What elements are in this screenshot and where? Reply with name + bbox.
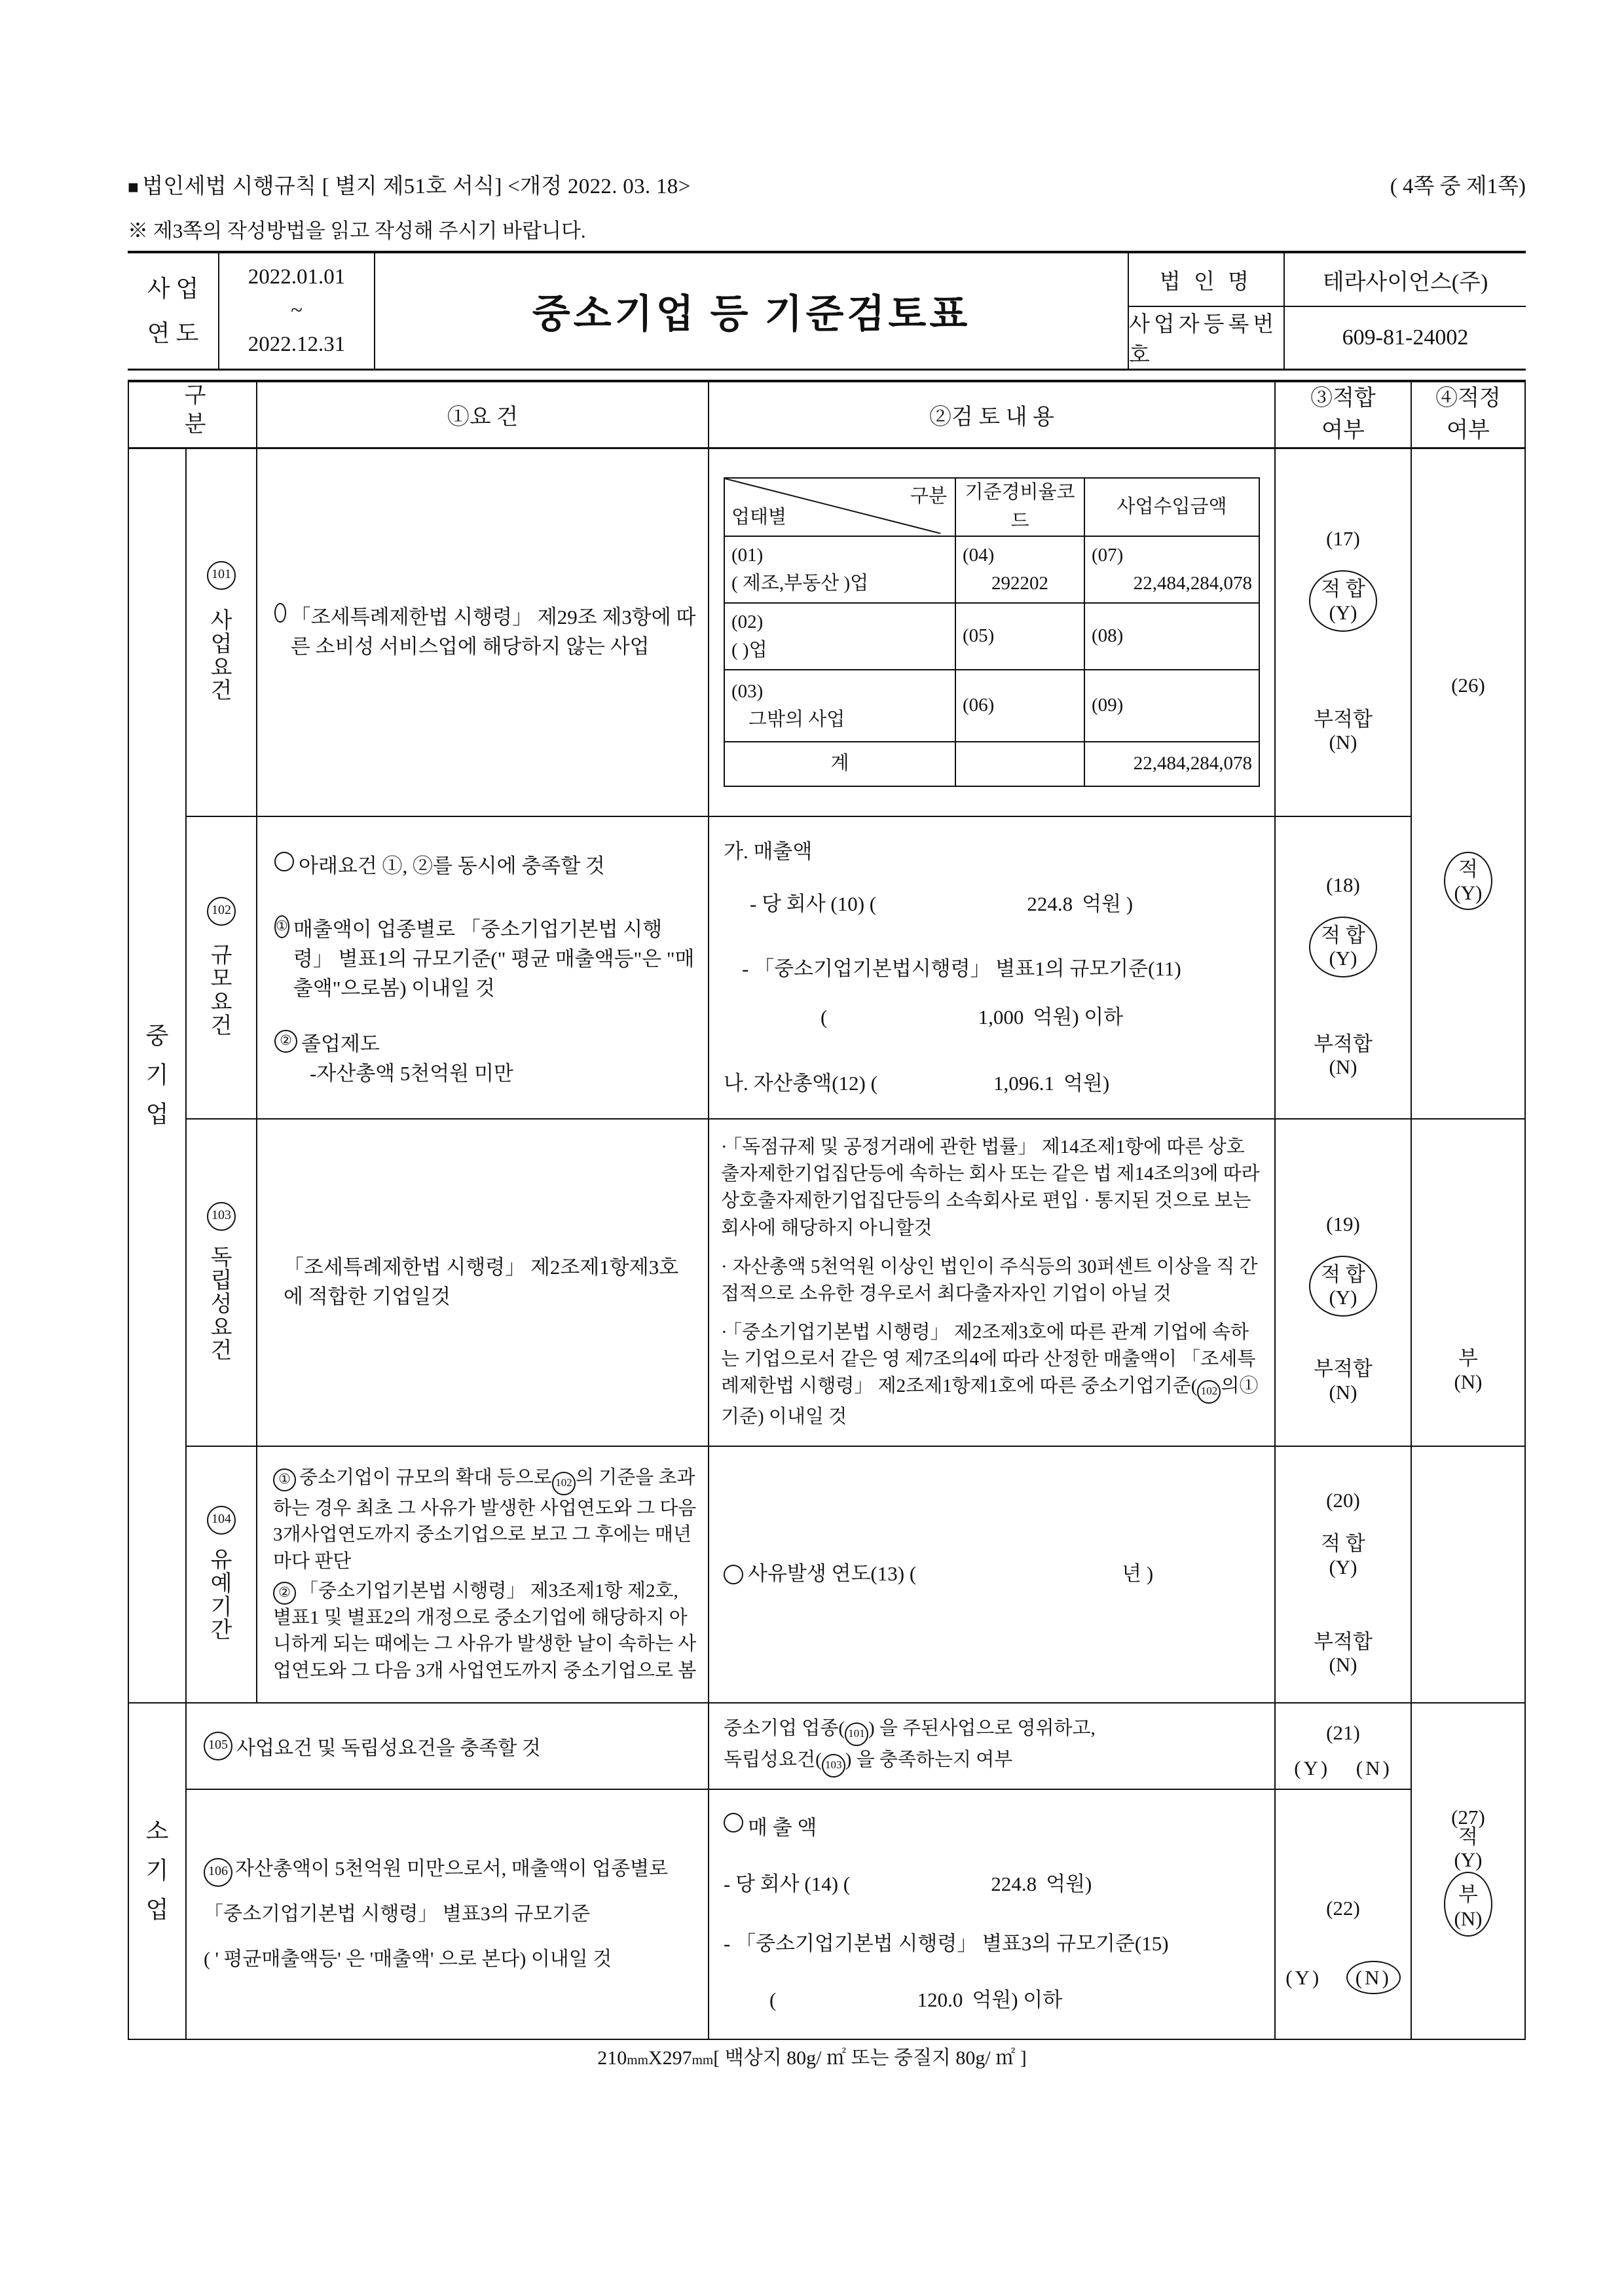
- row-no-101: 101 사 업 요 건: [186, 448, 257, 816]
- cell-no-02: (02): [731, 611, 764, 632]
- row-no-104: 104 유 예 기 간: [186, 1446, 257, 1703]
- biz-no-row: [1129, 307, 1526, 369]
- subtable-row-03: [724, 670, 1259, 742]
- fit-option-yes-17[interactable]: [1309, 570, 1377, 631]
- number-1-icon: ①: [274, 915, 289, 938]
- ref-103-icon: 103: [822, 1754, 845, 1777]
- circled-selection: [1346, 1961, 1401, 1995]
- requirement-cell-102: [257, 816, 709, 1120]
- grace-req-1: ① 중소기업이 규모의 확대 등으로 102 의 기준을 초과하는 경우 최초 그 사유가 발생한 사업연도와 그 다음 3개사업연도까지 중소기업으로 보고 그 후에는 매년마다 판단: [273, 1467, 697, 1573]
- dot-bullet-icon: ·: [721, 1137, 728, 1158]
- requirement-cell-105: [186, 1703, 709, 1789]
- fit-option-yes-19[interactable]: [1309, 1256, 1377, 1317]
- total-amount: 22,484,284,078: [1084, 742, 1259, 786]
- fit-cell-22[interactable]: [1275, 1789, 1411, 2039]
- ok-option-yes-27[interactable]: 적 (Y): [1454, 1825, 1483, 1872]
- ref-102-icon: 102: [552, 1472, 576, 1495]
- cell-name-02: ( )업: [731, 640, 767, 661]
- ok-cell-26[interactable]: [1411, 448, 1525, 1119]
- fit-option-yes-20[interactable]: 적 합 (Y): [1321, 1532, 1365, 1578]
- fit-code-17: (17): [1326, 527, 1360, 551]
- form-code-text: 법인세법 시행규칙 [ 별지 제51호 서식] <개정 2022. 03. 18>: [142, 175, 691, 198]
- page-title: 중소기업 등 기준검토표: [375, 253, 1129, 369]
- review-a-label: 가. 매출액: [724, 839, 813, 863]
- item-no-104: 104: [207, 1506, 236, 1535]
- total-label: 계: [724, 742, 955, 786]
- period-label-line2: 연 도: [147, 320, 199, 346]
- fit-code-20: (20): [1326, 1489, 1360, 1512]
- review-cell-102: [709, 816, 1275, 1120]
- requirement-cell-106: [186, 1789, 709, 2039]
- group-label-medium: 중 기 업: [128, 448, 186, 1703]
- item-no-105: 105: [204, 1732, 232, 1760]
- independence-bullet-2: · 자산총액 5천억원 이상인 법인이 주식등의 30퍼센트 이상을 직 간접적으로 소유한 경우로서 최다출자자인 기업이 아닐 것: [721, 1256, 1258, 1304]
- option-y[interactable]: (Y): [1294, 1756, 1331, 1779]
- small-review-2-label: - 「중소기업기본법 시행령」 별표3의 규모기준(15): [724, 1931, 1169, 1955]
- corp-info: [1129, 253, 1526, 369]
- biz-no-label: 사업자등록번호: [1129, 307, 1285, 369]
- fit-cell-19[interactable]: [1275, 1119, 1411, 1446]
- fit-cell-18[interactable]: [1275, 816, 1411, 1120]
- ref-101-icon: 101: [845, 1722, 868, 1746]
- table-row-small-scale-requirement: [128, 1789, 1525, 2039]
- subtable-header-code: 기준경비율코드: [955, 478, 1084, 536]
- subtable-row-02: [724, 603, 1259, 670]
- ok-cell-27[interactable]: [1411, 1703, 1525, 2039]
- ok-option-no-27[interactable]: [1444, 1872, 1492, 1937]
- footer-note: 210mmX297mm[ 백상지 80g/ ㎡ 또는 중질지 80g/ ㎡ ]: [597, 2047, 1027, 2069]
- item-no-102: 102: [207, 897, 236, 926]
- income-subtable-header: [724, 478, 1259, 536]
- small-req-line-1: 106 자산총액이 5천억원 미만으로서, 매출액이 업종별로: [204, 1846, 696, 1891]
- table-row-independence-requirement: [128, 1119, 1525, 1446]
- number-2-icon: ②: [274, 1030, 297, 1053]
- circled-selection: 적 합 (Y): [1309, 570, 1377, 631]
- row-no-103: 103 독 립 성 요 건: [186, 1119, 257, 1446]
- cell-no-01: (01): [731, 544, 764, 566]
- table-row-grace-period: [128, 1446, 1525, 1703]
- subtable-corner: 구분 업태별: [724, 478, 955, 536]
- cell-amtno-09: (09): [1092, 695, 1124, 716]
- circle-bullet-icon: [724, 1565, 743, 1584]
- fit-option-no-17[interactable]: 부적합 (N): [1314, 707, 1373, 754]
- ok-code-27: (27): [1451, 1805, 1485, 1829]
- dot-bullet-icon: ·: [721, 1256, 728, 1277]
- scale-req-2: ② 졸업제도: [274, 1030, 696, 1059]
- corp-name-label: 법 인 명: [1129, 253, 1285, 306]
- corp-name-value: 테라사이언스(주): [1322, 270, 1488, 295]
- fit-cell-20[interactable]: [1275, 1446, 1411, 1703]
- review-b: 나. 자산총액(12) ( 1,096.1 억원): [724, 1068, 1260, 1099]
- requirement-cell-104: [257, 1446, 709, 1703]
- value-14: 224.8: [991, 1872, 1037, 1896]
- value-12: 1,096.1: [993, 1071, 1054, 1095]
- number-1-icon: ①: [273, 1468, 296, 1491]
- form-code: [128, 169, 691, 200]
- table-row-small-business-requirement: [128, 1703, 1525, 1789]
- circle-bullet-icon: [274, 603, 286, 623]
- cell-amt-07: 22,484,284,078: [1133, 573, 1252, 594]
- review-cell-106: [709, 1789, 1275, 2039]
- fit-yn-22[interactable]: [1285, 1961, 1401, 1995]
- review-a1: - 당 회사 (10) ( 224.8 억원 ): [724, 889, 1260, 920]
- cell-no-03: (03): [731, 680, 764, 702]
- circled-selection: 적 (Y): [1444, 852, 1492, 910]
- scale-req-2-sub: -자산총액 5천억원 미만: [310, 1061, 513, 1085]
- fit-option-no-19[interactable]: 부적합 (N): [1314, 1357, 1373, 1404]
- col-header-review: ②검 토 내 용: [709, 381, 1275, 448]
- ok-option-yes-26[interactable]: [1444, 852, 1492, 910]
- circle-bullet-icon: [274, 852, 294, 871]
- fit-cell-17[interactable]: [1275, 448, 1411, 816]
- period-label: [128, 253, 219, 369]
- circled-selection: 적 합 (Y): [1309, 917, 1377, 977]
- small-review-1: - 당 회사 (14) ( 224.8 억원): [724, 1869, 1260, 1900]
- requirement-cell-103: [257, 1119, 709, 1446]
- small-review-line-2: 독립성요건( 103 ) 을 충족하는지 여부: [724, 1746, 1260, 1777]
- review-a2: ( 1,000 억원) 이하: [724, 1002, 1260, 1033]
- col-header-requirement: ①요 건: [257, 381, 709, 448]
- option-n[interactable]: (N): [1355, 1965, 1392, 1989]
- cell-amtno-08: (08): [1092, 625, 1124, 647]
- value-15: 120.0: [917, 1988, 963, 2012]
- period-start: 2022.01.01: [248, 265, 346, 289]
- criteria-table: [128, 380, 1526, 2040]
- small-review-2: ( 120.0 억원) 이하: [724, 1985, 1260, 2016]
- cell-codeno-05: (05): [963, 625, 995, 647]
- independence-bullet-3: · 「중소기업기본법 시행령」 제2조제3호에 따른 관계 기업에 속하는 기업으로서 같은 영 제7조의4에 따라 산정한 매출액이 「조세특례제한법 시행령」 제2조제1항제1호에 따른 중소기업기준( 102 의①기준) 이내일 것: [721, 1322, 1259, 1428]
- circle-bullet-icon: [724, 1813, 743, 1832]
- small-req-line-3: ( ' 평균매출액등' 은 '매출액' 으로 본다) 이내일 것: [204, 1948, 612, 1971]
- dot-bullet-icon: ·: [721, 1322, 728, 1343]
- period-value: [219, 253, 375, 369]
- item-no-106: 106: [204, 1858, 232, 1887]
- ok-option-no[interactable]: 부 (N): [1454, 1347, 1483, 1393]
- col-header-ok: ④적정 여부: [1411, 381, 1525, 448]
- small-req-line-2: 「중소기업기본법 시행령」 별표3의 규모기준: [204, 1903, 591, 1925]
- small-review-line-1: 중소기업 업종( 101 ) 을 주된사업으로 영위하고,: [724, 1715, 1260, 1746]
- col-header-gubun: 구분: [128, 381, 257, 448]
- circled-selection: 적 합 (Y): [1309, 1256, 1377, 1317]
- review-cell-105: [709, 1703, 1275, 1789]
- requirement-cell-101: [257, 448, 709, 816]
- top-meta-line: [128, 169, 1526, 200]
- group-label-small: 소 기 업: [128, 1703, 186, 2039]
- fit-code-22: (22): [1326, 1896, 1360, 1920]
- subtable-header-amount: 사업수입금액: [1084, 478, 1259, 536]
- requirement-text-105: 사업요건 및 독립성요건을 충족할 것: [236, 1737, 541, 1759]
- corp-name-row: [1129, 253, 1526, 307]
- fit-code-19: (19): [1326, 1212, 1360, 1235]
- cell-name-01: ( 제조,부동산 )업: [731, 573, 869, 594]
- row-no-102: 102 규 모 요 건: [186, 816, 257, 1120]
- fit-cell-21[interactable]: [1275, 1703, 1411, 1789]
- ok-cell-independence[interactable]: [1411, 1119, 1525, 1446]
- fit-option-no-20[interactable]: 부적합 (N): [1314, 1630, 1373, 1677]
- review-cell-101: [709, 448, 1275, 816]
- col-header-fit: ③적합 여부: [1275, 381, 1411, 448]
- page-indicator: ( 4쪽 중 제1쪽): [1390, 175, 1526, 198]
- period-end: 2022.12.31: [248, 332, 346, 356]
- review-a2-label: - 「중소기업기본법시행령」 별표1의 규모기준(11): [742, 957, 1181, 980]
- review-cell-103: [709, 1119, 1275, 1446]
- table-header-row: [128, 381, 1525, 448]
- subtable-total-row: [724, 742, 1259, 786]
- form-header-box: [128, 251, 1526, 371]
- cell-codeno-04: (04): [963, 544, 995, 566]
- fit-code-18: (18): [1326, 873, 1360, 896]
- period-label-line1: 사 업: [147, 275, 199, 302]
- income-subtable: [724, 477, 1260, 787]
- value-11: 1,000: [978, 1006, 1024, 1029]
- biz-no-value: 609-81-24002: [1342, 325, 1469, 350]
- fit-yn-21[interactable]: [1294, 1757, 1392, 1780]
- requirement-text-103: 「조세특례제한법 시행령」 제2조제1항제3호에 적합한 기업일것: [284, 1255, 679, 1308]
- table-row-business-requirement: [128, 448, 1525, 816]
- review-cell-104: 사유발생 연도(13) ( 년 ): [709, 1446, 1275, 1703]
- cell-amtno-07: (07): [1092, 544, 1124, 566]
- circled-selection: 부 (N): [1444, 1872, 1492, 1937]
- cell-codeno-06: (06): [963, 695, 995, 716]
- scale-req-1: ① 매출액이 업종별로 「중소기업기본법 시행령」 별표1의 규모기준(" 평균 매출액등"은 "매출액"으로봄) 이내일 것: [274, 915, 696, 1004]
- notice-text: ※ 제3쪽의 작성방법을 읽고 작성해 주시기 바랍니다.: [128, 219, 586, 242]
- ok-cell-grace: [1411, 1446, 1525, 1703]
- number-2-icon: ②: [273, 1582, 296, 1605]
- option-y[interactable]: (Y): [1285, 1965, 1322, 1989]
- ref-102-icon: 102: [1197, 1380, 1221, 1404]
- fit-option-yes-18[interactable]: [1309, 917, 1377, 977]
- small-review-head: 매 출 액: [724, 1813, 1260, 1844]
- grace-req-2: ② 「중소기업기본법 시행령」 제3조제1항 제2호, 별표1 및 별표2의 개정으로 중소기업에 해당하지 아니하게 되는 때에는 그 사유가 발생한 날이 속하는 사업연도와 그 다음 3개 사업연도까지 중소기업으로 봄: [273, 1580, 697, 1681]
- cell-name-03: 그밖의 사업: [748, 709, 845, 731]
- independence-bullet-1: · 「독점규제 및 공정거래에 관한 법률」 제14조제1항에 따른 상호출자제한기업집단등에 속하는 회사 또는 같은 법 제14조의3에 따라 상호출자제한기업집단등의 소속회사로 편입 · 통지된 것으로 보는 회사에 해당하지 아니할것: [721, 1137, 1260, 1239]
- square-bullet-icon: ■: [128, 177, 139, 198]
- ok-code-26: (26): [1451, 674, 1485, 697]
- fit-option-no-18[interactable]: 부적합 (N): [1314, 1032, 1373, 1079]
- requirement-text-101: 「조세특례제한법 시행령」 제29조 제3항에 따른 소비성 서비스업에 해당하지 않는 사업: [290, 605, 696, 658]
- subtable-row-01: [724, 536, 1259, 603]
- table-row-scale-requirement: [128, 816, 1525, 1120]
- scale-req-head: 아래요건 ①, ②를 동시에 충족할 것: [274, 852, 696, 881]
- item-no-101: 101: [207, 561, 236, 590]
- fit-code-21: (21): [1326, 1721, 1360, 1744]
- item-no-103: 103: [207, 1202, 236, 1231]
- cell-code-04: 292202: [991, 573, 1048, 594]
- period-tilde: ~: [291, 299, 303, 323]
- value-10: 224.8: [1027, 892, 1073, 916]
- option-n[interactable]: (N): [1356, 1756, 1392, 1779]
